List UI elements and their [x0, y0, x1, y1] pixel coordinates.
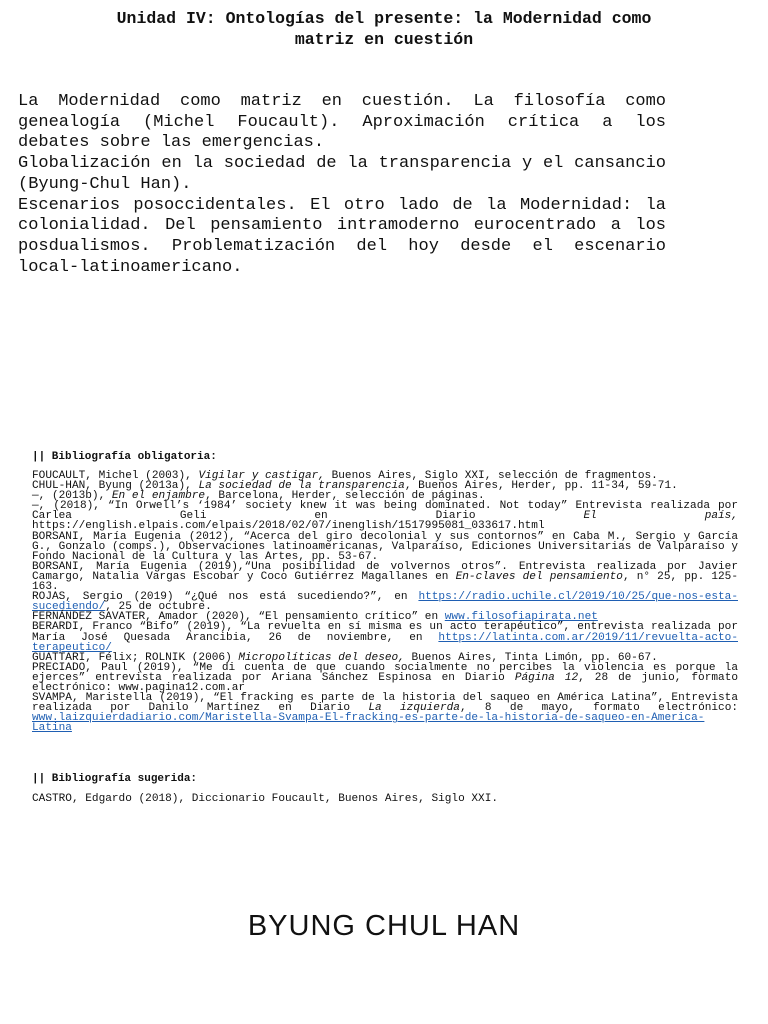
required-bibliography-list: [32, 471, 738, 733]
suggested-bibliography-heading: || Bibliografía sugerida:: [32, 773, 198, 785]
laizquierdadiario-link[interactable]: www.laizquierdadiario.com/Maristella-Svampa-El-fracking-es-parte-de-la-historia-de-saqueo-en-America-Latina: [32, 712, 705, 735]
bib-entry-han-2013b: —, (2013b), En el enjambre, Barcelona, Herder, selección de páginas.: [32, 490, 485, 503]
bib-entry-svampa: SVAMPA, Maristella (2019), “El fracking es parte de la historia del saqueo en América Latina”, Entrevista realizada por Danilo Martínez en Diario La izquierda, 8 de mayo, formato electrónico: www.laizquierdadiario.com/Maristella-Svampa-El-fracking-es-parte-de-la-historia-de-saqueo-en-America-Latina: [32, 692, 739, 735]
required-bibliography-heading: || Bibliografía obligatoria:: [32, 451, 217, 463]
bib-entry-castro: CASTRO, Edgardo (2018), Diccionario Foucault, Buenos Aires, Siglo XXI.: [32, 793, 499, 805]
intro-paragraph-3: Escenarios posoccidentales. El otro lado de la Modernidad: la colonialidad. Del pensamiento intramoderno eurocentrado a los posdualismos. Problematización del hoy desde el escenario local-latinoamericano.: [18, 195, 666, 277]
bib-entry-borsani-2012: BORSANI, María Eugenia (2012), “Acerca del giro decolonial y sus contornos” en Caba M., Sergio y García G., Gonzalo (comps.), Observaciones latinoamericanas, Valparaíso, Ediciones Universitarias de Valparaíso y Fondo Nacional de la Cultura y las Artes, pp. 53-67.: [32, 530, 738, 563]
bib-entry-berardi: BERARDI, Franco “Bifo” (2019), “La revuelta en sí misma es un acto terapéutico”, entrevista realizada por María José Quesada Arancibia, 26 de noviembre, en https://latinta.com.ar/2019/11/revuelta-acto-terapeutico/: [32, 621, 738, 654]
unit-title-line-1: Unidad IV: Ontologías del presente: la Modernidad como: [116, 9, 652, 28]
bib-entry-foucault: FOUCAULT, Michel (2003), Vigilar y castigar, Buenos Aires, Siglo XXI, selección de fragmentos.: [32, 470, 658, 482]
bib-entry-preciado: PRECIADO, Paul (2019), “Me di cuenta de que cuando socialmente no percibes la violencia es porque la ejerces” entrevista realizada por Ariana Sánchez Espinosa en Diario Página 12, 28 de junio, formato electrónico: www.pagina12.com.ar: [32, 661, 739, 694]
bib-entry-borsani-2019: BORSANI, María Eugenia (2019),“Una posibilidad de volvernos otros”. Entrevista realizada por Javier Camargo, Natalia Vargas Escobar y Coco Gutiérrez Magallanes en En-claves del pensamiento, n° 25, pp. 125-163.: [32, 560, 738, 594]
intro-paragraph-2: Globalización en la sociedad de la transparencia y el cansancio (Byung-Chul Han).: [18, 154, 666, 194]
bib-entry-rojas: ROJAS, Sergio (2019) “¿Qué nos está sucediendo?”, en https://radio.uchile.cl/2019/10/25/que-nos-esta-sucediendo/, 25 de octubre.: [32, 591, 738, 614]
author-caption: BYUNG CHUL HAN: [247, 910, 521, 942]
latinta-link[interactable]: https://latinta.com.ar/2019/11/revuelta-acto-terapeutico/: [32, 631, 738, 654]
intro-paragraph-1: La Modernidad como matriz en cuestión. La filosofía como genealogía (Michel Foucault). Aproximación crítica a los debates sobre las emergencias.: [18, 92, 666, 153]
bib-entry-han-2018: —, (2018), “In Orwell’s ‘1984’ society knew it was being dominated. Not today” Entrevista realizada por Carlea Geli en Diario El país, https://english.elpais.com/elpais/2018/02/07/inenglish/1517995081_033617.html: [32, 500, 738, 533]
unit-title-line-2: matriz en cuestión: [294, 30, 474, 49]
bib-entry-han-2013a: CHUL-HAN, Byung (2013a), La sociedad de la transparencia, Buenos Aires, Herder, pp. 11-34, 59-71.: [32, 480, 678, 493]
bib-entry-guattari: GUATTARI, Félix; ROLNIK (2006) Micropolíticas del deseo, Buenos Aires, Tinta Limón, pp. 60-67.: [32, 651, 658, 664]
unit-description: [18, 92, 666, 278]
filosofiapirata-link[interactable]: www.filosofiapirata.net: [444, 611, 598, 624]
rojas-link[interactable]: https://radio.uchile.cl/2019/10/25/que-nos-esta-sucediendo/: [32, 591, 738, 614]
bib-entry-fernandez-savater: FERNÁNDEZ SAVATER, Amador (2020), “El pensamiento crítico” en www.filosofiapirata.net: [32, 611, 598, 624]
unit-title: [20, 8, 748, 50]
